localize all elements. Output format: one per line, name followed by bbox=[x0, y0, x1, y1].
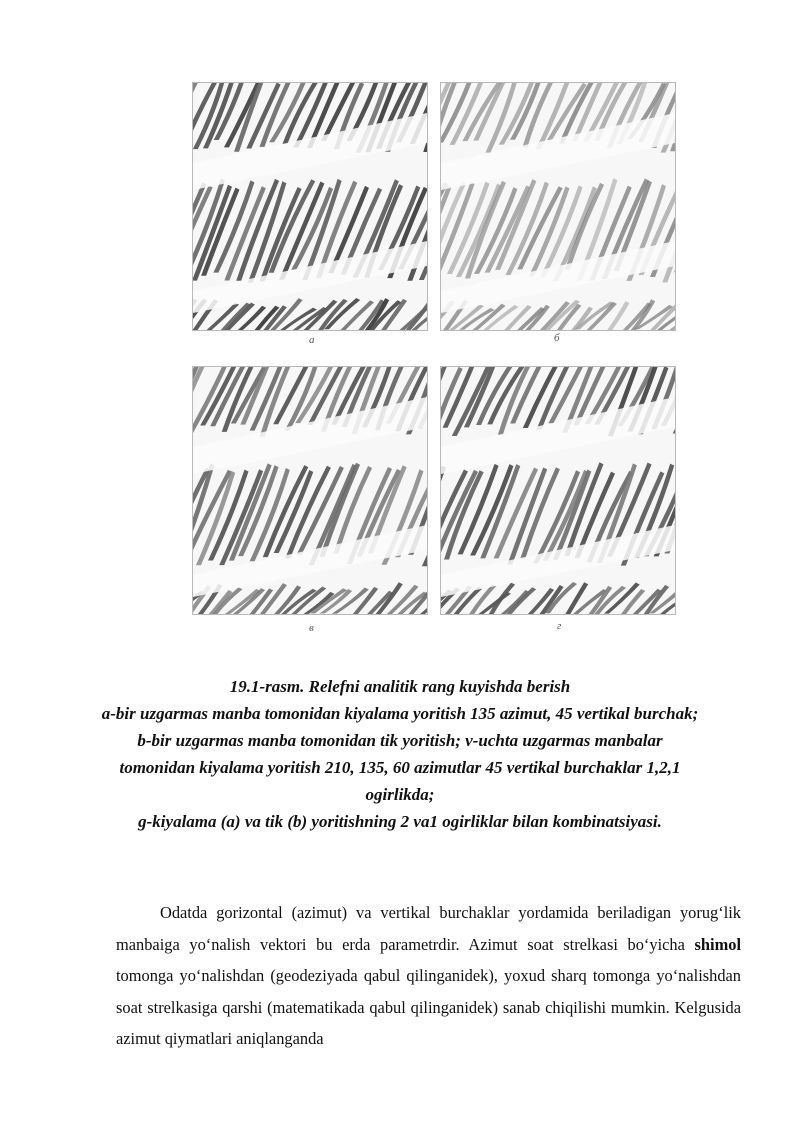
relief-shading-g bbox=[441, 367, 675, 614]
panel-label-g: г bbox=[557, 620, 562, 632]
caption-line-a: a-bir uzgarmas manba tomonidan kiyalama yoritish 135 azimut, 45 vertikal burchak; bbox=[101, 704, 699, 723]
relief-shading-v bbox=[193, 367, 427, 614]
caption-line-g: g-kiyalama (a) va tik (b) yoritishning 2 va1 ogirliklar bilan kombinatsiyasi. bbox=[138, 812, 662, 831]
caption-line-b: b-bir uzgarmas manba tomonidan tik yoritish; v-uchta uzgarmas manbalar tomonidan kiyalama yoritish 210, 135, 60 azimutlar 45 vertikal burchaklar 1,2,1 ogirlikda; bbox=[119, 731, 681, 804]
relief-image-v bbox=[192, 366, 428, 615]
relief-image-a bbox=[192, 82, 428, 331]
paragraph-text bbox=[116, 897, 741, 1055]
panel-label-b: б bbox=[554, 332, 560, 344]
caption-title: 19.1-rasm. Relefni analitik rang kuyishda berish bbox=[229, 677, 571, 696]
figure-caption bbox=[100, 673, 700, 835]
paragraph-part-2: tomonga yo‘nalishdan (geodeziyada qabul qilinganidek), yoxud sharq tomonga yo‘nalishdan soat strelkasiga qarshi (matematikada qabul qilinganidek) sanab chiqilishi mumkin. Kelgusida azimut qiymatlari aniqlanganda bbox=[116, 966, 741, 1048]
paragraph-part-1: Odatda gorizontal (azimut) va vertikal burchaklar yordamida beriladigan yorug‘lik manbaiga yo‘nalish vektori bu erda parametrdir. Azimut soat strelkasi bo‘yicha bbox=[116, 903, 741, 954]
paragraph-bold-word: shimol bbox=[694, 934, 741, 954]
relief-image-b bbox=[440, 82, 676, 331]
relief-image-g bbox=[440, 366, 676, 615]
panel-label-v: в bbox=[309, 622, 314, 634]
relief-shading-b bbox=[441, 83, 675, 330]
panel-label-a: a bbox=[309, 334, 315, 346]
relief-shading-a bbox=[193, 83, 427, 330]
body-paragraph bbox=[116, 897, 741, 1055]
